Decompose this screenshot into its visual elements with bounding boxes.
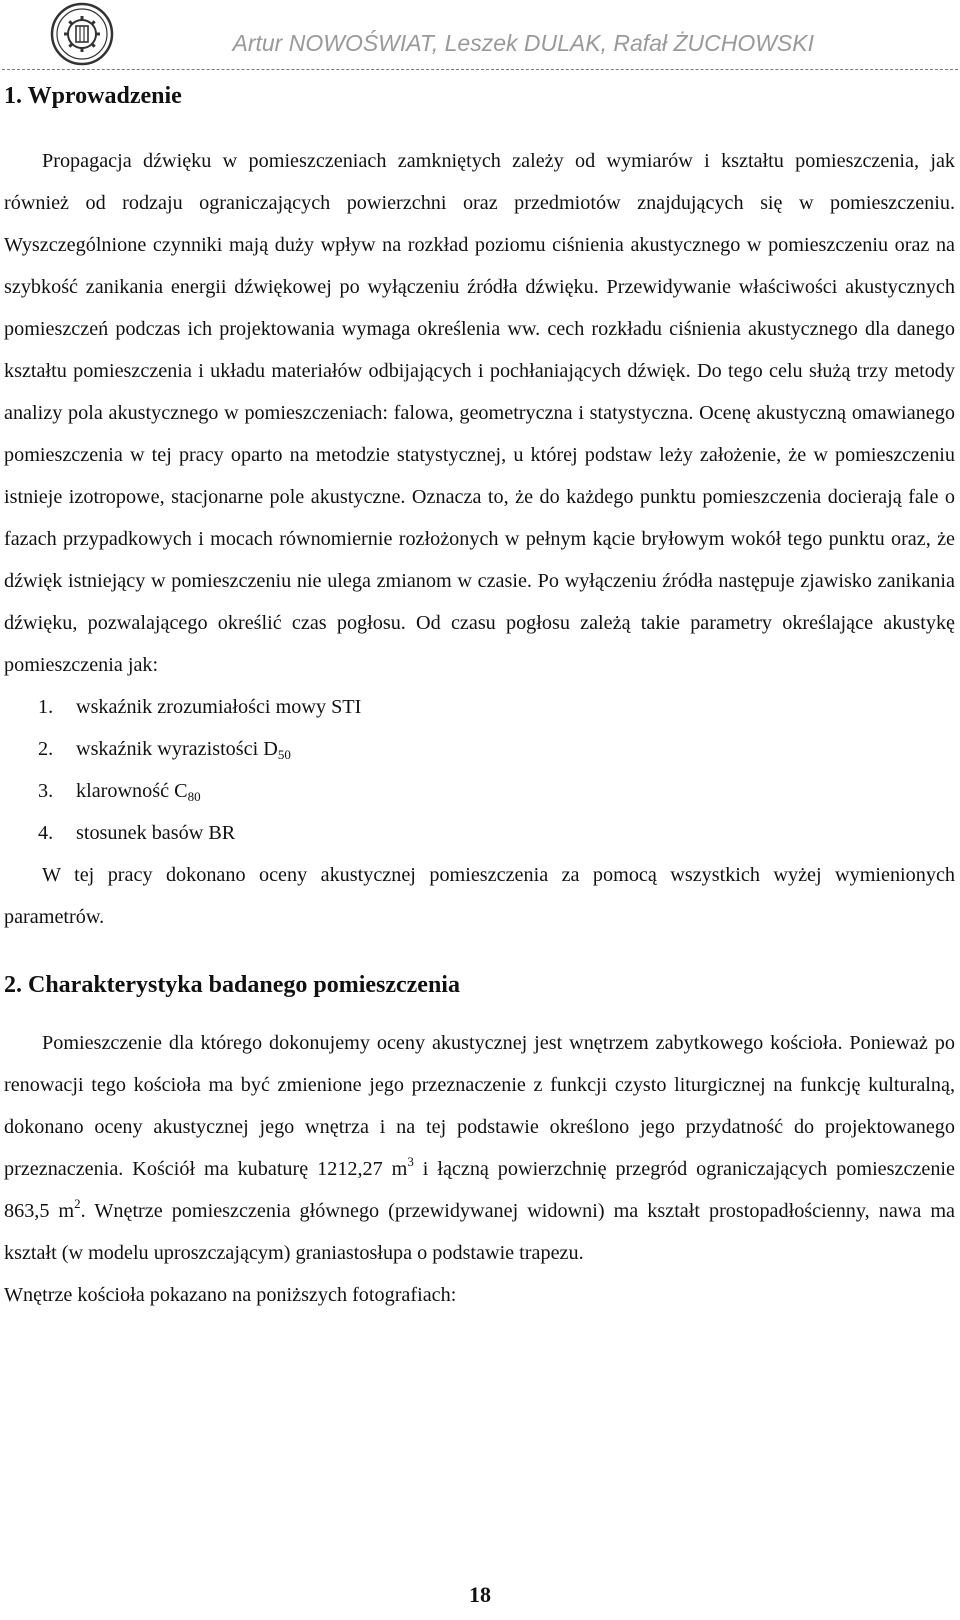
page-number: 18 bbox=[469, 1582, 491, 1607]
section-1-paragraph: Propagacja dźwięku w pomieszczeniach zamkniętych zależy od wymiarów i kształtu pomieszczenia, jak również od rodzaju ograniczających powierzchni oraz przedmiotów znajdujących się w pomieszczeniu. Wyszczególnione czynniki mają duży wpływ na rozkład poziomu ciśnienia akustycznego w pomieszczeniu oraz na szybkość zanikania energii dźwiękowej po wyłączeniu źródła dźwięku. Przewidywanie właściwości akustycznych pomieszczeń podczas ich projektowania wymaga określenia ww. cech rozkładu ciśnienia akustycznego dla danego kształtu pomieszczenia i układu materiałów odbijających i pochłaniających dźwięk. Do tego celu służą trzy metody analizy pola akustycznego w pomieszczeniach: falowa, geometryczna i statystyczna. Ocenę akustyczną omawianego pomieszczenia w tej pracy oparto na metodzie statystycznej, u której podstaw leży założenie, że w pomieszczeniu istnieje izotropowe, stacjonarne pole akustyczne. Oznacza to, że do każdego punktu pomieszczenia docierają fale o fazach przypadkowych i mocach równomiernie rozłożonych w pełnym kącie bryłowym wokół tego punktu oraz, że dźwięk istniejący w pomieszczeniu nie ulega zmianom w czasie. Po wyłączeniu źródła następuje zjawisko zanikania dźwięku, pozwalającego określić czas pogłosu. Od czasu pogłosu zależą takie parametry określające akustykę pomieszczenia jak: bbox=[4, 150, 955, 676]
university-seal-icon bbox=[50, 2, 114, 66]
page-header bbox=[0, 0, 960, 72]
page-content bbox=[4, 81, 955, 1316]
acoustic-parameters-list bbox=[4, 686, 955, 854]
list-item: 1. wskaźnik zrozumiałości mowy STI bbox=[38, 696, 362, 718]
running-header-authors: Artur NOWOŚWIAT, Leszek DULAK, Rafał ŻUCHOWSKI bbox=[232, 30, 814, 56]
list-item: 2. wskaźnik wyrazistości $D_{50}$ bbox=[38, 738, 291, 762]
section-2-heading: 2. Charakterystyka badanego pomieszczenia bbox=[4, 972, 460, 998]
header-rule bbox=[2, 69, 958, 70]
list-item: 4. stosunek basów BR bbox=[38, 822, 236, 844]
list-item: 3. klarowność $C_{80}$ bbox=[38, 780, 201, 804]
section-1-closing: W tej pracy dokonano oceny akustycznej pomieszczenia za pomocą wszystkich wyżej wymienionych parametrów. bbox=[4, 864, 955, 928]
photos-intro: Wnętrze kościoła pokazano na poniższych fotografiach: bbox=[4, 1284, 457, 1306]
section-1-heading: 1. Wprowadzenie bbox=[4, 83, 182, 109]
section-2-paragraph: Pomieszczenie dla którego dokonujemy oceny akustycznej jest wnętrzem zabytkowego kościoła. Ponieważ po renowacji tego kościoła ma być zmienione jego przeznaczenie z funkcji czysto liturgicznej na funkcję kulturalną, dokonano oceny akustycznej jego wnętrza i na tej podstawie określono jego przydatność do projektowanego przeznaczenia. Kościół ma kubaturę 1212,27 $m^3$ i łączną powierzchnię przegród ograniczających pomieszczenie 863,5 $m^2$. Wnętrze pomieszczenia głównego (przewidywanej widowni) ma kształt prostopadłościenny, nawa ma kształt (w modelu uproszczającym) graniastosłupa o podstawie trapezu. bbox=[4, 1032, 955, 1264]
